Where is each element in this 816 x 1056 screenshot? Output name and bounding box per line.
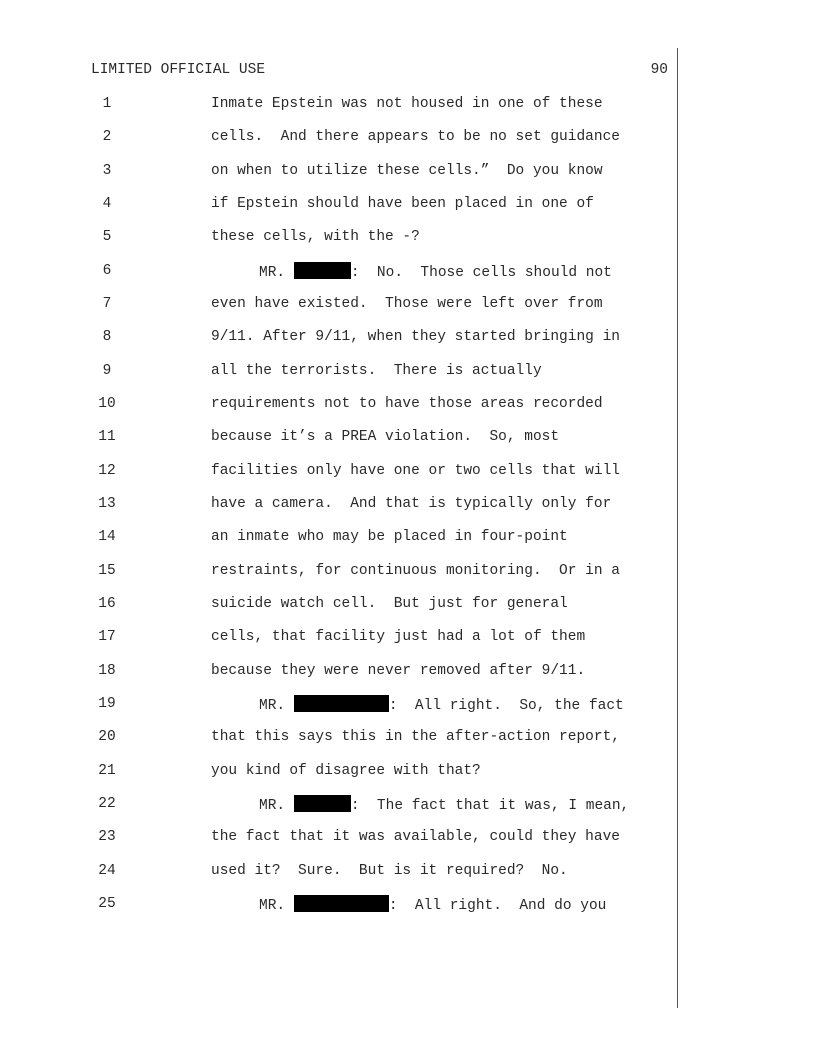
line-number: 6 [102,263,112,279]
transcript-line: even have existed. Those were left over from [211,296,603,312]
transcript-line: an inmate who may be placed in four-point [211,529,568,545]
line-number: 10 [98,396,116,412]
line-number: 3 [102,163,112,179]
line-number: 9 [102,363,112,379]
line-number: 2 [102,129,112,145]
speaker-title: MR. [259,698,286,714]
margin-rule [677,48,678,1008]
line-number: 19 [98,696,116,712]
line-number: 8 [102,329,112,345]
speaker-title: MR. [259,265,286,281]
transcript-line: restraints, for continuous monitoring. Or in a [211,563,620,579]
line-number: 25 [98,896,116,912]
classification-header: LIMITED OFFICIAL USE [91,62,266,78]
line-number: 5 [102,229,112,245]
transcript-line: because it’s a PREA violation. So, most [211,429,560,445]
transcript-line: requirements not to have those areas recorded [211,396,603,412]
transcript-line: suicide watch cell. But just for general [211,596,568,612]
redaction-block [294,695,389,712]
speaker-line [259,262,612,282]
transcript-line: cells. And there appears to be no set guidance [211,129,620,145]
transcript-line: facilities only have one or two cells that will [211,463,620,479]
line-number: 12 [98,463,116,479]
line-number: 4 [102,196,112,212]
transcript-line: these cells, with the -? [211,229,420,245]
line-number: 23 [98,829,116,845]
speaker-line [259,895,606,915]
line-number: 15 [98,563,116,579]
speaker-title: MR. [259,798,286,814]
speaker-text: : The fact that it was, I mean, [350,798,630,814]
page-number: 90 [650,62,668,78]
transcript-line: all the terrorists. There is actually [211,363,542,379]
transcript-line: because they were never removed after 9/11. [211,663,586,679]
transcript-line: you kind of disagree with that? [211,763,481,779]
transcript-line: have a camera. And that is typically only for [211,496,612,512]
transcript-line: if Epstein should have been placed in one of [211,196,594,212]
line-number: 7 [102,296,112,312]
line-number: 14 [98,529,116,545]
transcript-line: on when to utilize these cells.” Do you know [211,163,603,179]
line-number: 20 [98,729,116,745]
line-number: 17 [98,629,116,645]
speaker-text: : All right. So, the fact [388,698,624,714]
line-number: 16 [98,596,116,612]
redaction-block [294,895,389,912]
line-number: 22 [98,796,116,812]
speaker-title: MR. [259,898,286,914]
redaction-block [294,262,351,279]
line-number: 18 [98,663,116,679]
speaker-line [259,795,629,815]
transcript-line: cells, that facility just had a lot of them [211,629,586,645]
speaker-text: : All right. And do you [388,898,607,914]
speaker-line [259,695,624,715]
redaction-block [294,795,351,812]
transcript-line: that this says this in the after-action report, [211,729,620,745]
transcript-line: Inmate Epstein was not housed in one of these [211,96,603,112]
transcript-line: used it? Sure. But is it required? No. [211,863,568,879]
transcript-line: 9/11. After 9/11, when they started bringing in [211,329,620,345]
line-number: 1 [102,96,112,112]
line-number: 11 [98,429,116,445]
speaker-text: : No. Those cells should not [350,265,612,281]
transcript-line: the fact that it was available, could they have [211,829,620,845]
line-number: 13 [98,496,116,512]
line-number: 24 [98,863,116,879]
line-number: 21 [98,763,116,779]
